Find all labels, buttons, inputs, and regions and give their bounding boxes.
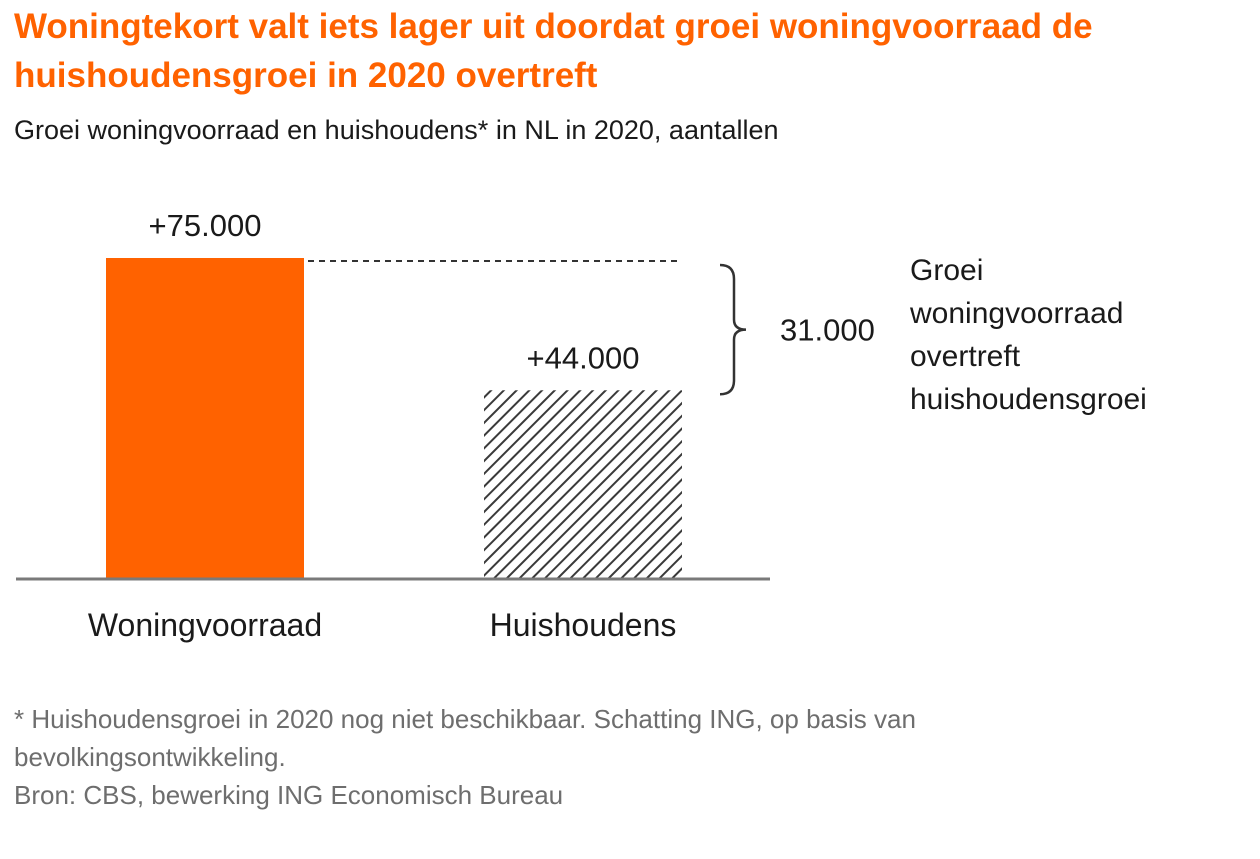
bar-woningvoorraad <box>106 258 304 578</box>
footnote-line: * Huishoudensgroei in 2020 nog niet beschikbaar. Schatting ING, op basis van <box>14 704 916 734</box>
footnote <box>14 700 1234 814</box>
chart-title: Woningtekort valt iets lager uit doordat groei woningvoorraad de huishoudensgroei in 2020 overtreft <box>14 7 1093 95</box>
category-label: Woningvoorraad <box>87 607 323 643</box>
annotation-text-line: Groei <box>910 254 984 287</box>
annotation-text-line: overtreft <box>910 340 1021 373</box>
data-label: +44.000 <box>526 340 640 376</box>
category-label: Huishoudens <box>489 607 677 643</box>
difference-value-label: 31.000 <box>780 312 875 348</box>
difference-bracket <box>720 265 746 394</box>
bar-huishoudens <box>484 390 682 578</box>
annotation-text-line: huishoudensgroei <box>910 383 1147 416</box>
data-label: +75.000 <box>148 208 262 243</box>
bar-chart <box>0 180 1260 660</box>
footnote-line: bevolkingsontwikkeling. <box>14 742 286 772</box>
source-line: Bron: CBS, bewerking ING Economisch Bureau <box>14 780 564 810</box>
chart-subtitle: Groei woningvoorraad en huishoudens* in NL in 2020, aantallen <box>14 115 779 145</box>
annotation-text-line: woningvoorraad <box>910 297 1124 330</box>
